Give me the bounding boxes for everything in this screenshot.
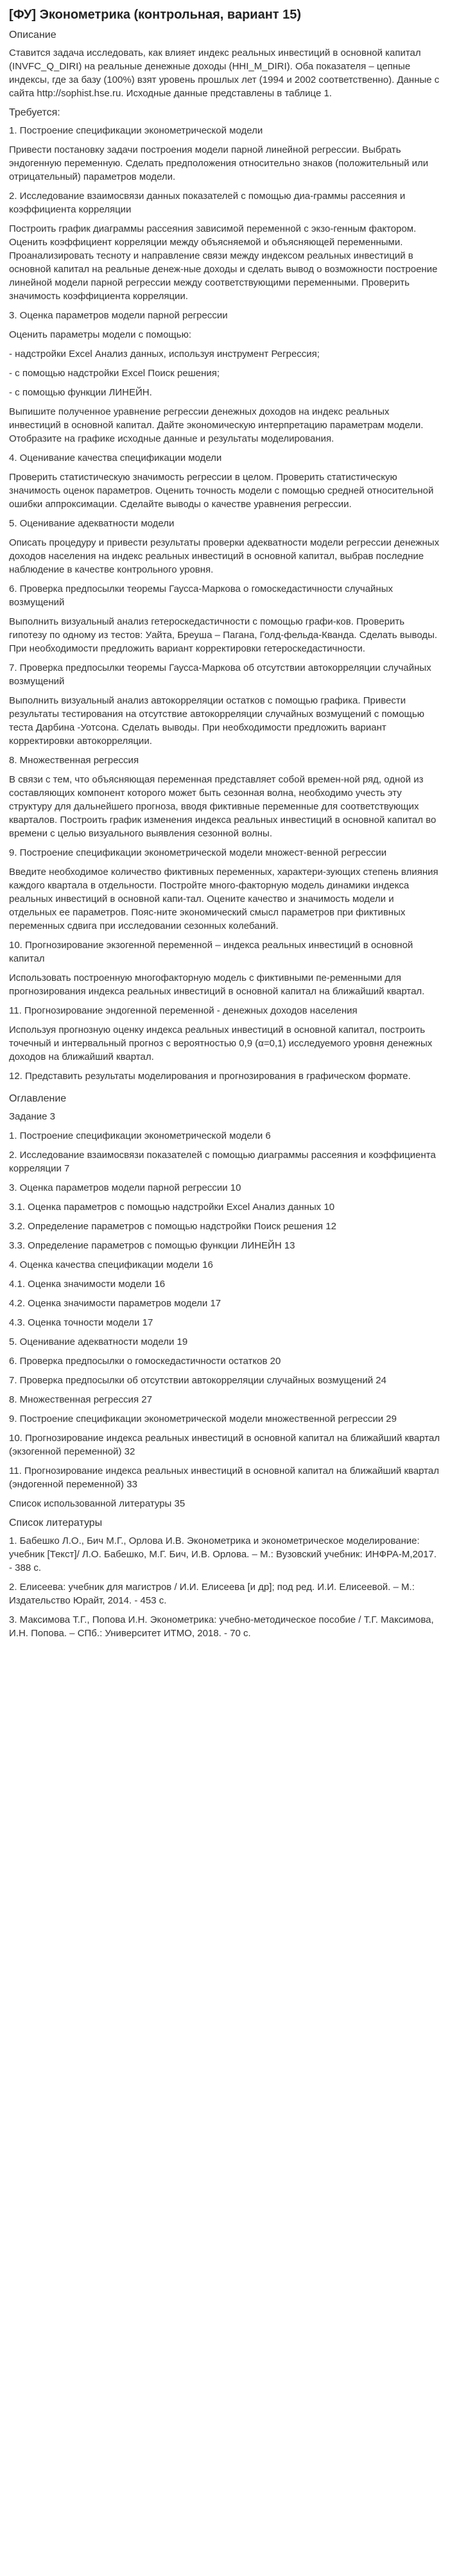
requirement-item: 1. Построение спецификации эконометрической модели <box>9 125 263 136</box>
literature-item: 1. Бабешко Л.О., Бич М.Г., Орлова И.В. Эконометрика и эконометрическое моделирование: учебник [Текст]/ Л.О. Бабешко, М.Г. Бич, И.В. Орлова. – М.: Вузовский учебник: ИНФРА-М,2017. - 388 с. <box>9 1535 437 1573</box>
requirement-item: В связи с тем, что объясняющая переменная представляет собой времен-ной ряд, одной из составляющих компонент которого может быть сезонная волна, необходимо учесть эту структуру для дальнейшего прогноза, вводя фиктивные переменные для соответствующих кварталов. Построить график изменения индекса реальных инвестиций в основной капитал во времени с целью визуального выявления сезонной волны. <box>9 774 437 839</box>
toc-item: 8. Множественная регрессия 27 <box>9 1394 152 1405</box>
requirement-item: 5. Оценивание адекватности модели <box>9 518 175 529</box>
toc-item: 5. Оценивание адекватности модели 19 <box>9 1336 188 1347</box>
toc-item: 4.2. Оценка значимости параметров модели 17 <box>9 1298 221 1309</box>
toc-item: 3. Оценка параметров модели парной регрессии 10 <box>9 1182 241 1193</box>
description-section <box>9 46 442 100</box>
requirement-item: Построить график диаграммы рассеяния зависимой переменной с экзо-генным фактором. Оценить коэффициент корреляции между объясняемой и объясняющей переменными. Проанализировать тесноту и направление связи между индексом реальных инвестиций в основной капитал на реальные денеж-ные доходы и сделать вывод о возможности построение линейной модели парной регрессии между соответствующими переменными. Проверить значимость коэффициента корреляции. <box>9 223 438 302</box>
requirement-item: Используя прогнозную оценку индекса реальных инвестиций в основной капитал, построить точечный и интервальный прогноз с вероятностью 0,9 (α=0,1) исследуемого уровня денежных доходов на ближайший квартал. <box>9 1024 433 1062</box>
requirement-item: Проверить статистическую значимость регрессии в целом. Проверить статистическую значимость оценок параметров. Оценить точность модели с помощью средней относительной ошибки аппроксимации. Сделайте выводы о качестве уравнения регрессии. <box>9 472 434 510</box>
requirement-item: 6. Проверка предпосылки теоремы Гаусса-Маркова о гомоскедастичности случайных возмущений <box>9 583 394 608</box>
toc-item: 9. Построение спецификации эконометрической модели множественной регрессии 29 <box>9 1413 397 1424</box>
toc-item: Задание 3 <box>9 1111 56 1122</box>
toc-item: 7. Проверка предпосылки об отсутствии автокорреляции случайных возмущений 24 <box>9 1375 386 1386</box>
requirement-item: Введите необходимое количество фиктивных переменных, характери-зующих степень влияния каждого квартала в отдельности. Постройте много-факторную модель динамики индекса реальных инвестиций в основной капи-тал. Оцените качество и значимость модели и отдельных ее параметров. Пояс-ните экономический смысл параметров при фиктивных переменных сдвига при исследовании сезонных колебаний. <box>9 867 438 931</box>
toc-item: 1. Построение спецификации эконометрической модели 6 <box>9 1130 271 1141</box>
literature-label: Список литературы <box>9 1517 103 1528</box>
literature-item: 2. Елисеева: учебник для магистров / И.И. Елисеева [и др]; под ред. И.И. Елисеевой. – М.: Издательство Юрайт, 2014. - 453 с. <box>9 1582 415 1606</box>
toc-item: 3.1. Оценка параметров с помощью надстройки Excel Анализ данных 10 <box>9 1202 335 1213</box>
toc-item: 3.2. Определение параметров с помощью надстройки Поиск решения 12 <box>9 1221 336 1232</box>
document-title: [ФУ] Эконометрика (контрольная, вариант 15) <box>9 8 302 22</box>
requirement-item: - с помощью надстройки Excel Поиск решения; <box>9 368 220 379</box>
toc-item: 4.1. Оценка значимости модели 16 <box>9 1279 166 1290</box>
toc-item: Список использованной литературы 35 <box>9 1498 186 1509</box>
toc-item: 2. Исследование взаимосвязи показателей с помощью диаграммы рассеяния и коэффициента корреляции 7 <box>9 1150 436 1174</box>
toc-list <box>9 1110 442 1510</box>
requirement-item: - с помощью функции ЛИНЕЙН. <box>9 387 152 398</box>
requirements-list <box>9 124 442 1083</box>
description-text: Ставится задача исследовать, как влияет индекс реальных инвестиций в основной капитал (INVFC_Q_DIRI) на реальные денежные доходы (HHI_M_DIRI). Оба показателя – цепные индексы, где за базу (100%) взят уровень прошлых лет (1994 и 2002 соответственно). Данные с сайта http://sophist.hse.ru. Исходные данные представлены в таблице 1. <box>9 48 440 99</box>
literature-list <box>9 1534 442 1640</box>
requirement-item: 7. Проверка предпосылки теоремы Гаусса-Маркова об отсутствии автокорреляции случайных возмущений <box>9 662 431 687</box>
requirements-label: Требуется: <box>9 107 60 118</box>
requirement-item: 12. Представить результаты моделирования и прогнозирования в графическом формате. <box>9 1071 411 1082</box>
requirement-item: Выполнить визуальный анализ автокорреляции остатков с помощью графика. Привести результаты тестирования на отсутствие автокорреляции случайных возмущений с помощью теста Дарбина -Уотсона. Сделать выводы. При необходимости предложить вариант корректировки автокорреляции. <box>9 695 424 747</box>
requirement-item: Выпишите полученное уравнение регрессии денежных доходов на индекс реальных инвестиций в основной капитал. Дайте экономическую интерпретацию параметрам модели. Отобразите на графике исходные данные и результаты моделирования. <box>9 406 424 444</box>
requirement-item: Использовать построенную многофакторную модель с фиктивными пе-ременными для прогнозирования индекса реальных инвестиций в основной капитал на ближайший квартал. <box>9 972 425 997</box>
literature-item: 3. Максимова Т.Г., Попова И.Н. Эконометрика: учебно-методическое пособие / Т.Г. Максимова, И.Н. Попова. – СПб.: Университет ИТМО, 2018. - 70 с. <box>9 1614 434 1639</box>
toc-item: 10. Прогнозирование индекса реальных инвестиций в основной капитал на ближайший квартал (экзогенной переменной) 32 <box>9 1433 440 1457</box>
requirement-item: Оценить параметры модели с помощью: <box>9 329 191 340</box>
toc-item: 4. Оценка качества спецификации модели 16 <box>9 1259 213 1270</box>
toc-item: 6. Проверка предпосылки о гомоскедастичности остатков 20 <box>9 1356 281 1367</box>
description-label: Описание <box>9 30 56 40</box>
requirement-item: 4. Оценивание качества спецификации модели <box>9 453 222 463</box>
toc-label: Оглавление <box>9 1093 67 1104</box>
requirement-item: 10. Прогнозирование экзогенной переменной – индекса реальных инвестиций в основной капитал <box>9 940 413 964</box>
requirement-item: 2. Исследование взаимосвязи данных показателей с помощью диа-граммы рассеяния и коэффициента корреляции <box>9 191 406 215</box>
requirement-item: Привести постановку задачи построения модели парной линейной регрессии. Выбрать эндогенную переменную. Сделать предположения относительно знаков (положительный или отрицательный) параметров модели. <box>9 144 429 182</box>
requirement-item: Выполнить визуальный анализ гетероскедастичности с помощью графи-ков. Проверить гипотезу по одному из тестов: Уайта, Бреуша – Пагана, Голд-фельда-Кванда. Сделать выводы. При необходимости предложить вариант корректировки гетероскедастичности. <box>9 616 438 654</box>
toc-item: 11. Прогнозирование индекса реальных инвестиций в основной капитал на ближайший квартал (эндогенной переменной) 33 <box>9 1465 439 1490</box>
toc-item: 4.3. Оценка точности модели 17 <box>9 1317 153 1328</box>
requirement-item: 11. Прогнозирование эндогенной переменной - денежных доходов населения <box>9 1005 358 1016</box>
requirement-item: Описать процедуру и привести результаты проверки адекватности модели регрессии денежных доходов населения на индекс реальных инвестиций в основной капитал, выбрав последние наблюдение в качестве контрольного уровня. <box>9 537 440 575</box>
requirement-item: 9. Построение спецификации эконометрической модели множест-венной регрессии <box>9 847 387 858</box>
requirement-item: - надстройки Excel Анализ данных, используя инструмент Регрессия; <box>9 349 320 359</box>
requirement-item: 8. Множественная регрессия <box>9 755 139 766</box>
requirement-item: 3. Оценка параметров модели парной регрессии <box>9 310 228 321</box>
toc-item: 3.3. Определение параметров с помощью функции ЛИНЕЙН 13 <box>9 1240 295 1251</box>
